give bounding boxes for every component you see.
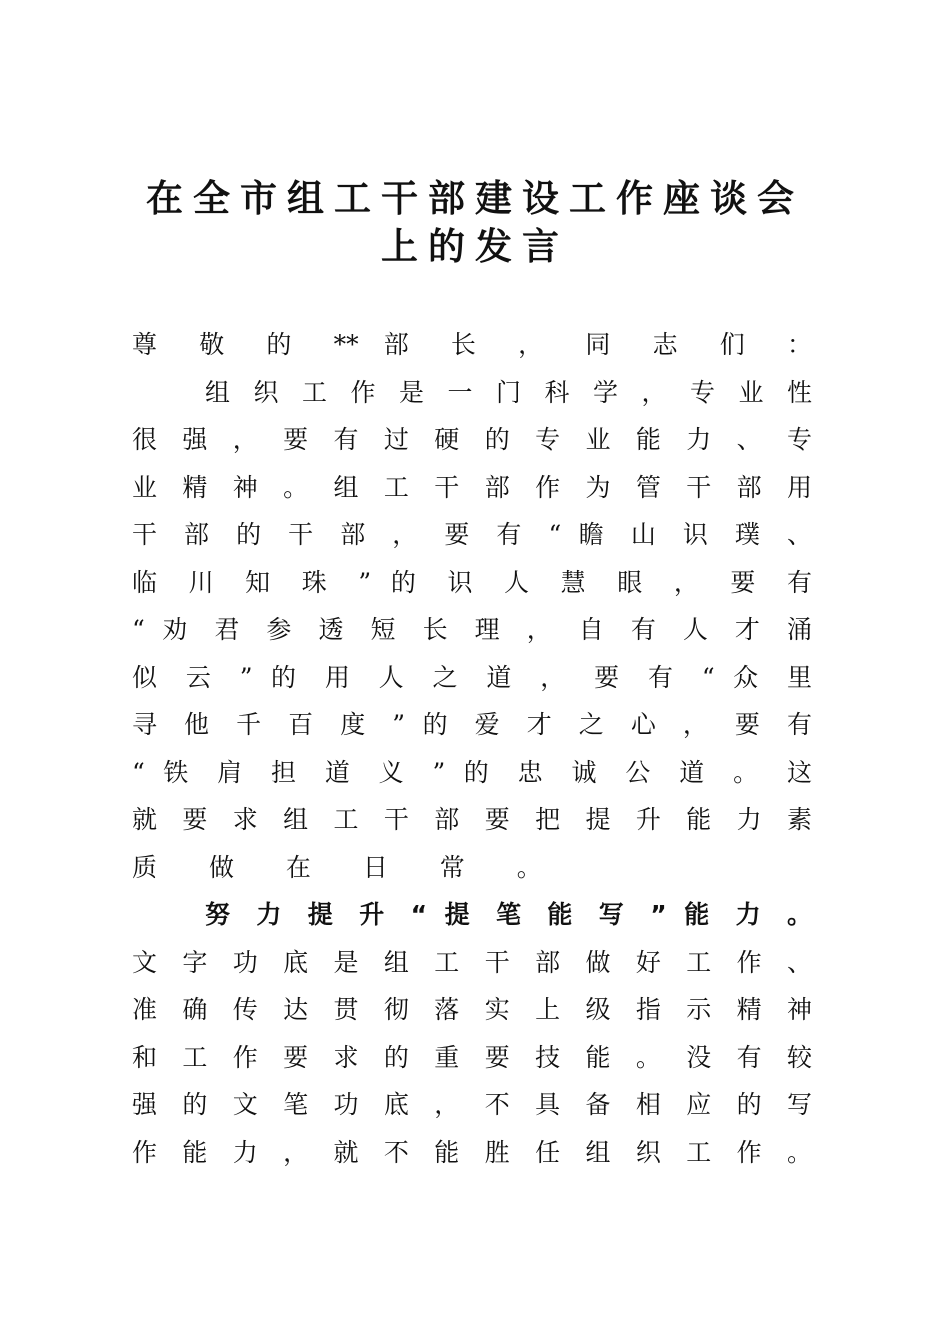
paragraph-1-line-11: 质 做 在 日 常 。 [132, 853, 564, 882]
paragraph-2-line-3: 和 工 作 要 求 的 重 要 技 能 。 没 有 较 [132, 1043, 812, 1072]
document-title-line-2: 上的发言 [381, 224, 569, 268]
paragraph-1-line-3: 业 精 神 。 组 工 干 部 作 为 管 干 部 用 [132, 473, 812, 502]
paragraph-1-line-4: 干 部 的 干 部 ， 要 有 “ 瞻 山 识 璞 、 [132, 520, 812, 549]
paragraph-1-line-5: 临 川 知 珠 ” 的 识 人 慧 眼 ， 要 有 [132, 568, 812, 597]
paragraph-1-line-1: 组 织 工 作 是 一 门 科 学 ， 专 业 性 [205, 378, 812, 407]
paragraph-1-line-10: 就 要 求 组 工 干 部 要 把 提 升 能 力 素 [132, 805, 812, 834]
paragraph-2-line-4: 强 的 文 笔 功 底 ， 不 具 备 相 应 的 写 [132, 1090, 812, 1119]
document-title-line-1: 在全市组工干部建设工作座谈会 [146, 176, 804, 220]
salutation: 尊 敬 的 ** 部 长 ， 同 志 们 ： [132, 330, 812, 359]
paragraph-1-line-2: 很 强 ， 要 有 过 硬 的 专 业 能 力 、 专 [132, 425, 812, 454]
paragraph-2-line-2: 准 确 传 达 贯 彻 落 实 上 级 指 示 精 神 [132, 995, 812, 1024]
paragraph-1-line-9: “ 铁 肩 担 道 义 ” 的 忠 诚 公 道 。 这 [132, 758, 812, 787]
paragraph-1-line-6: “ 劝 君 参 透 短 长 理 ， 自 有 人 才 涌 [132, 615, 812, 644]
section-heading: 努 力 提 升 “ 提 笔 能 写 ” 能 力 。 [205, 900, 812, 929]
paragraph-1-line-7: 似 云 ” 的 用 人 之 道 ， 要 有 “ 众 里 [132, 663, 812, 692]
paragraph-2-line-1: 文 字 功 底 是 组 工 干 部 做 好 工 作 、 [132, 948, 812, 977]
paragraph-2-line-5: 作 能 力 ， 就 不 能 胜 任 组 织 工 作 。 [132, 1138, 812, 1167]
paragraph-1-line-8: 寻 他 千 百 度 ” 的 爱 才 之 心 ， 要 有 [132, 710, 812, 739]
